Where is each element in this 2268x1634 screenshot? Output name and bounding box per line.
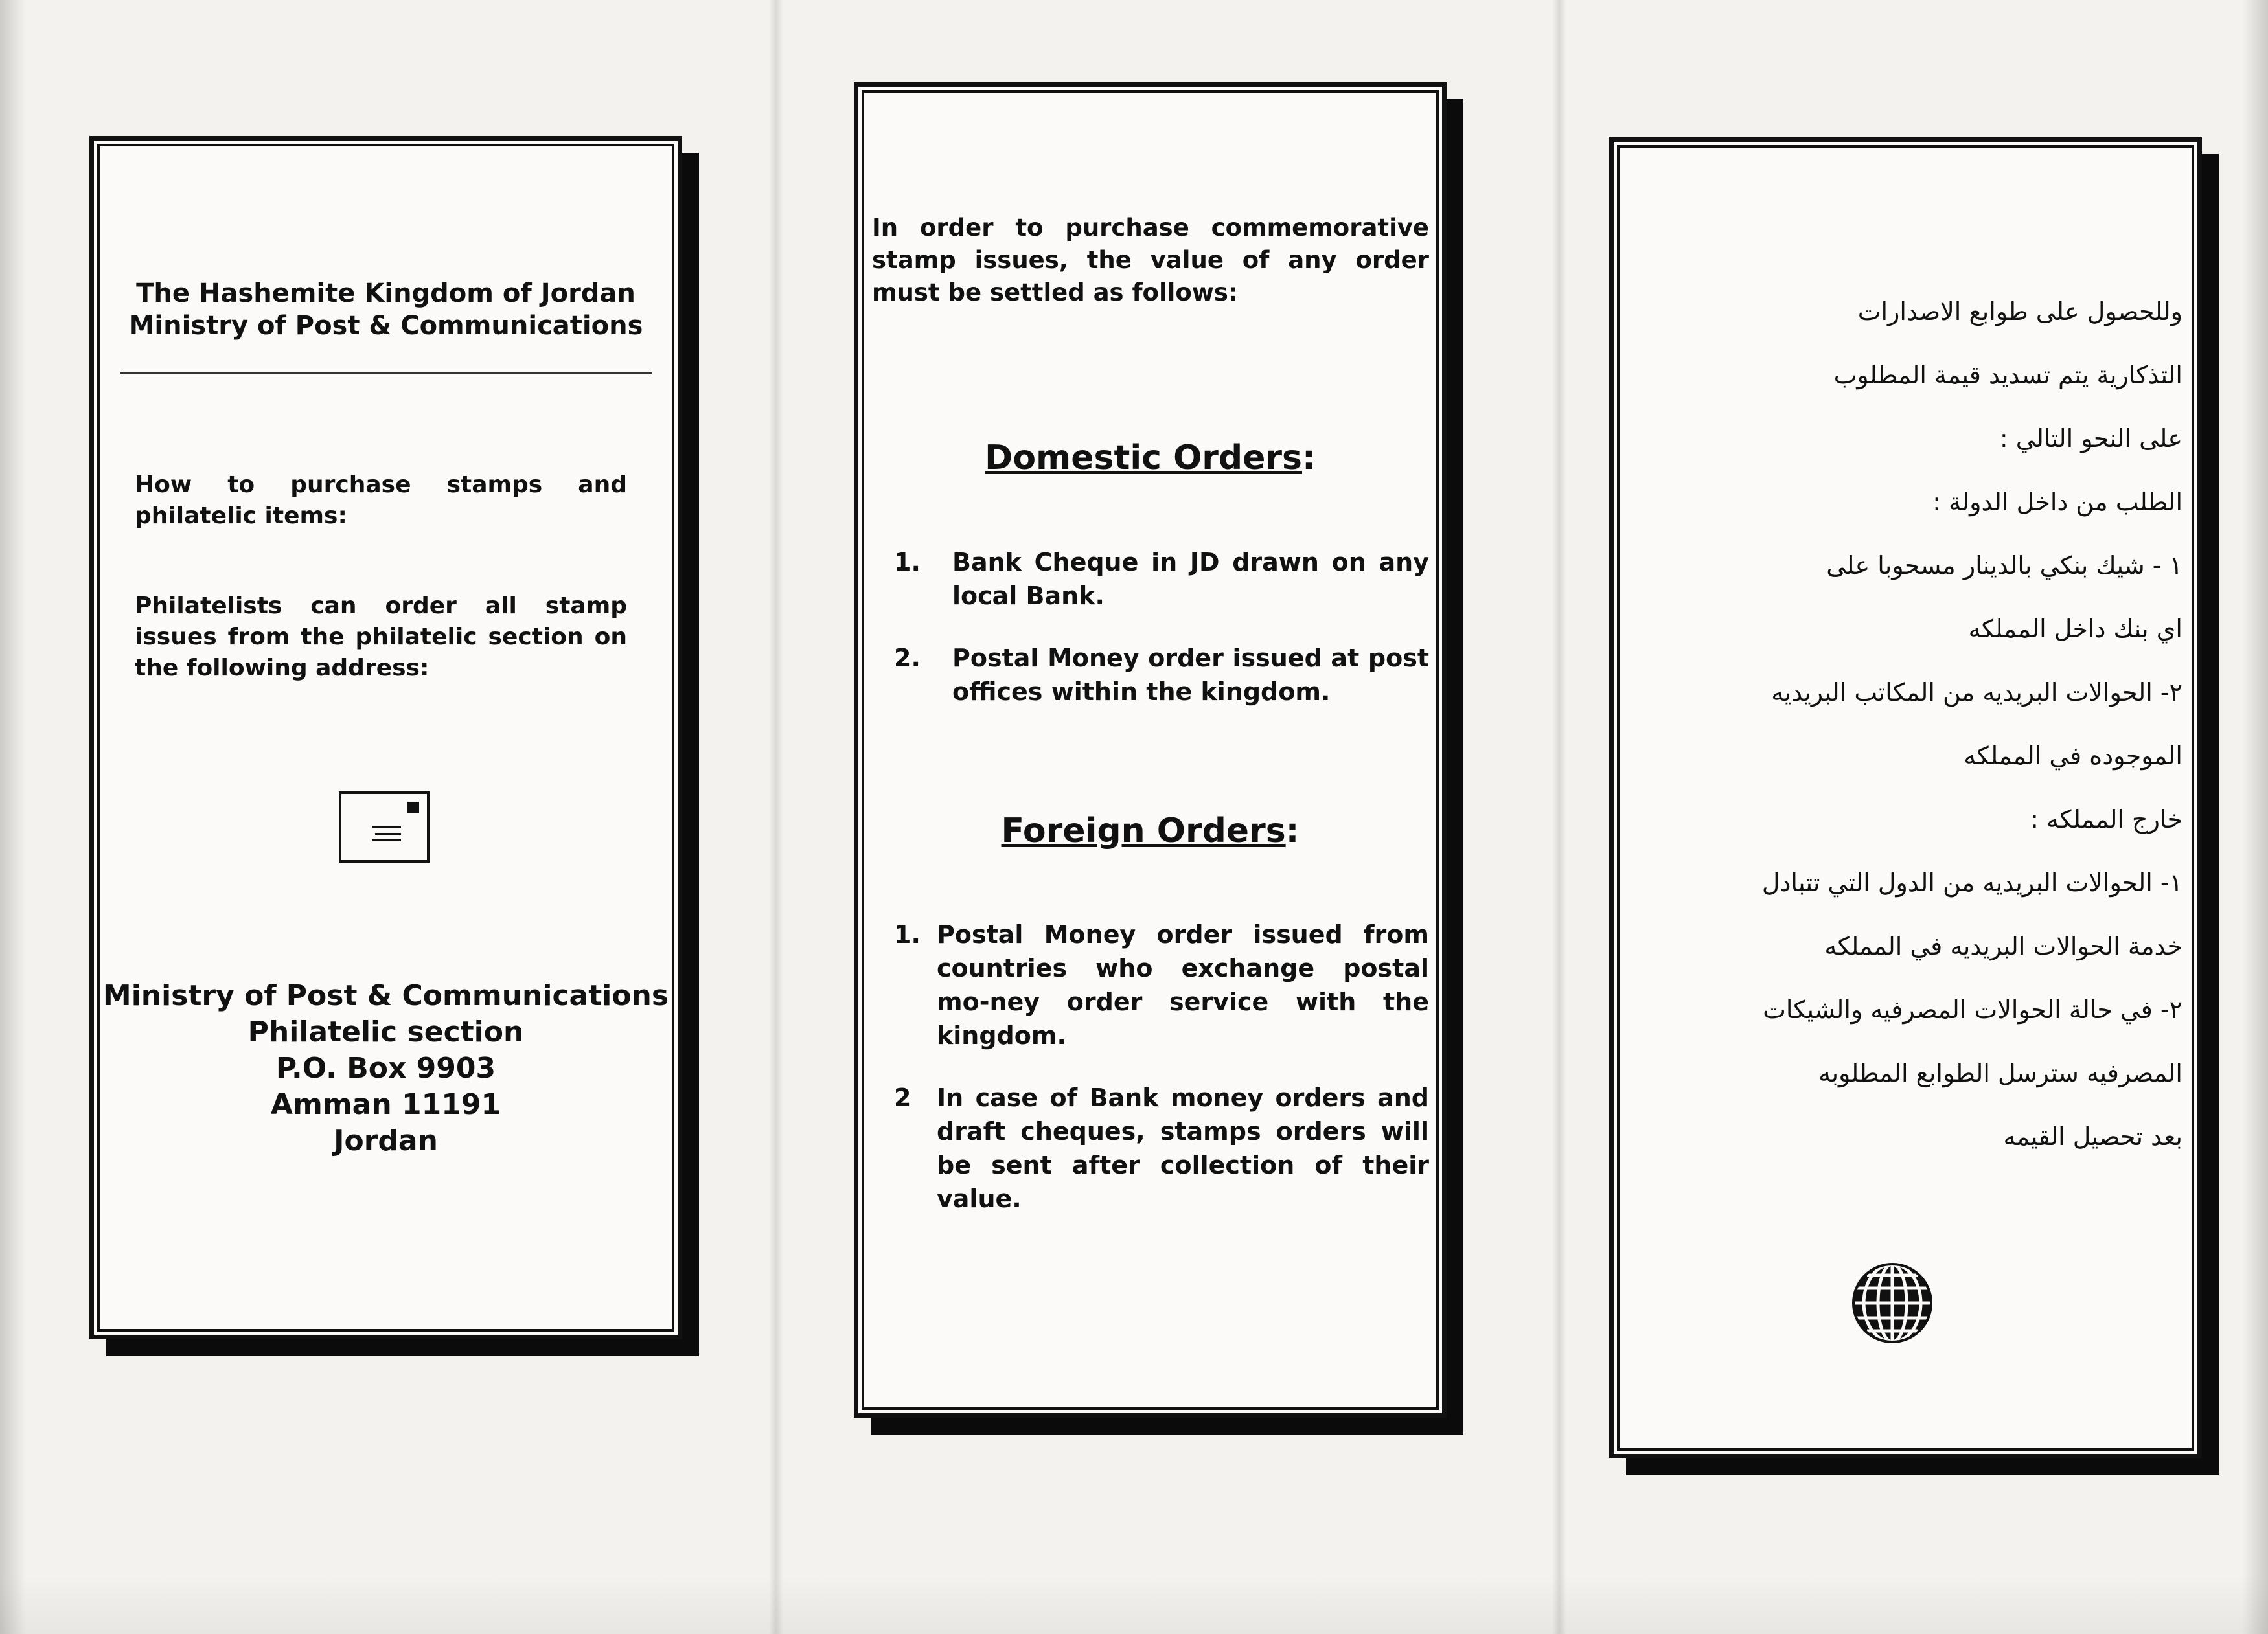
intro-text: Philatelists can order all stamp issues from the philatelic section on the following address: (135, 593, 627, 681)
envelope-icon (339, 791, 430, 863)
arabic-line: على النحو التالي : (1999, 424, 2182, 453)
how-to-purchase: How to purchase stamps and philatelic items: (135, 471, 627, 529)
arabic-line: التذكارية يتم تسديد قيمة المطلوب (1833, 361, 2182, 389)
page-edge-shadow-left (0, 0, 26, 1634)
item-text: Postal Money order issued from countries who exchange postal mo-ney order service with the kingdom. (937, 920, 1429, 1050)
item-number: 2. (894, 644, 921, 672)
list-item (894, 918, 1429, 1052)
right-panel (1609, 137, 2202, 1458)
page-bottom-shade (0, 1576, 2268, 1634)
address-line: Philatelic section (247, 1016, 524, 1049)
foreign-orders-heading: Foreign Orders: (1001, 811, 1300, 850)
item-text: Postal Money order issued at post offices within the kingdom. (952, 644, 1429, 706)
list-item (894, 545, 1429, 613)
arabic-line: ١ - شيك بنكي بالدينار مسحوبا على (1826, 551, 2182, 580)
philatelic-address (102, 978, 669, 1159)
middle-panel (854, 82, 1447, 1418)
middle-intro: In order to purchase commemorative stamp issues, the value of any order must be settled as follows: (872, 214, 1429, 306)
item-number: 1. (894, 548, 921, 576)
foreign-orders-heading-text: Foreign Orders (1001, 811, 1286, 850)
arabic-line: ٢- الحوالات البريديه من المكاتب البريديه (1771, 678, 2182, 707)
domestic-orders-heading: Domestic Orders: (985, 438, 1316, 477)
fold-line-right (1552, 0, 1566, 1634)
arabic-line: ١- الحوالات البريديه من الدول التي تتبادل (1761, 868, 2182, 897)
address-line: Amman 11191 (270, 1088, 501, 1121)
arabic-line: وللحصول على طوابع الاصدارات (1857, 297, 2182, 326)
address-line: Ministry of Post & Communications (102, 979, 669, 1012)
arabic-text-block (1629, 280, 2182, 1168)
arabic-line: خارج المملكه : (2030, 805, 2182, 834)
address-line: P.O. Box 9903 (275, 1052, 496, 1085)
arabic-line: بعد تحصيل القيمه (2003, 1122, 2182, 1151)
arabic-line: المصرفيه سترسل الطوابع المطلوبه (1818, 1059, 2182, 1087)
globe-icon (1850, 1261, 1934, 1345)
arabic-line: اي بنك داخل المملكه (1968, 615, 2182, 643)
arabic-line: خدمة الحوالات البريديه في المملكه (1824, 932, 2182, 960)
domestic-orders-list (894, 545, 1429, 737)
foreign-orders-list (894, 918, 1429, 1244)
page-edge-shadow-right (2242, 0, 2268, 1634)
list-item (894, 1081, 1429, 1216)
header-line-2: Ministry of Post & Communications (128, 311, 643, 341)
fold-line-left (769, 0, 783, 1634)
arabic-line: ٢- في حالة الحوالات المصرفيه والشيكات (1763, 995, 2182, 1024)
arabic-line: الطلب من داخل الدولة : (1932, 488, 2182, 516)
item-text: Bank Cheque in JD drawn on any local Bank. (952, 548, 1429, 610)
address-line: Jordan (334, 1124, 438, 1157)
item-number: 2 (894, 1084, 911, 1112)
left-panel (89, 136, 682, 1339)
arabic-line: الموجوده في المملكه (1964, 742, 2182, 770)
list-item (894, 641, 1429, 709)
header-divider (120, 372, 652, 374)
header-line-1: The Hashemite Kingdom of Jordan (136, 278, 636, 308)
domestic-orders-heading-text: Domestic Orders (985, 438, 1303, 477)
item-number: 1. (894, 920, 921, 949)
item-text: In case of Bank money orders and draft cheques, stamps orders will be sent after collection of their value. (937, 1084, 1429, 1213)
